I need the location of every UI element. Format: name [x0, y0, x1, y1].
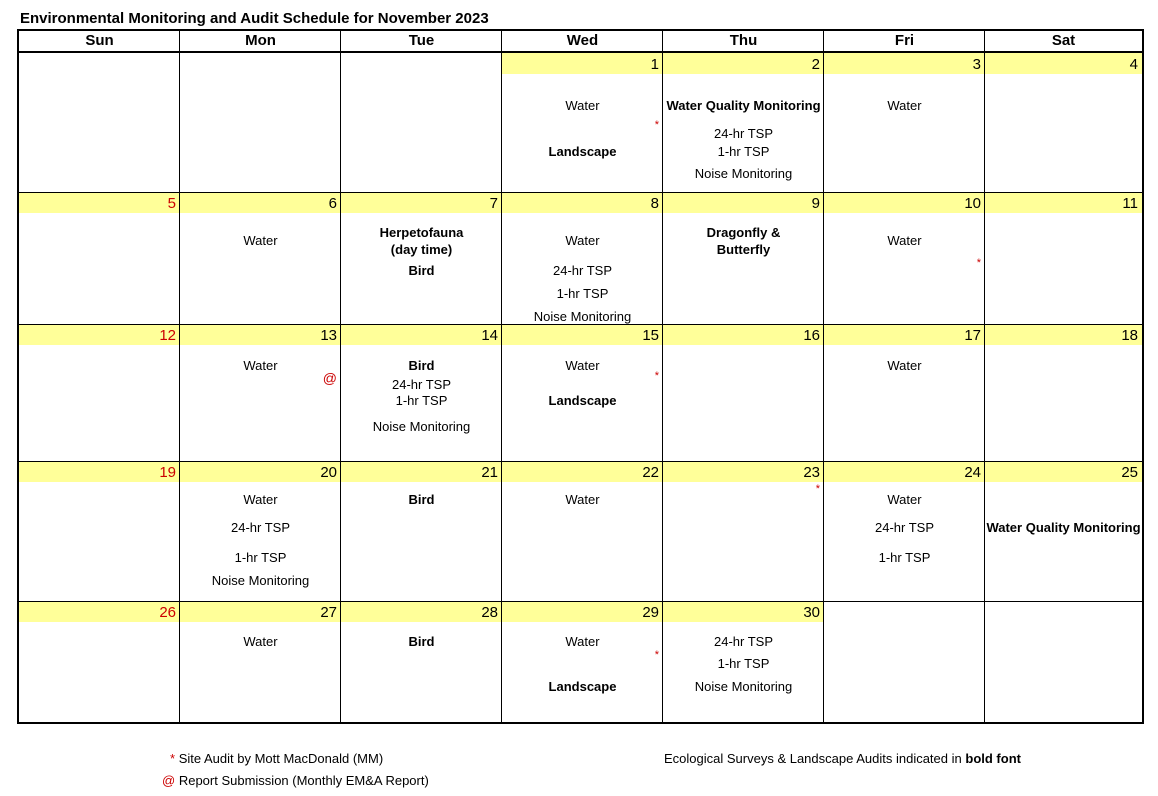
- day-number: 27: [180, 601, 341, 622]
- empty-day-cell: [824, 601, 985, 722]
- day-cell-19: [19, 461, 180, 601]
- day-cell-10: [824, 192, 985, 324]
- schedule-item: Noise Monitoring: [211, 573, 310, 588]
- day-number: 1: [502, 53, 663, 74]
- weekday-header-sun: Sun: [19, 31, 180, 53]
- day-cell-4: [985, 53, 1142, 192]
- day-cell-11: [985, 192, 1142, 324]
- day-number: 14: [341, 324, 502, 345]
- day-number: 22: [502, 461, 663, 482]
- schedule-item: 24-hr TSP: [713, 634, 773, 649]
- schedule-item: Water Quality Monitoring: [986, 520, 1141, 535]
- grid-column-line: [179, 31, 180, 722]
- day-cell-15: [502, 324, 663, 461]
- grid-row-line: [19, 601, 1142, 602]
- day-cell-6: [180, 192, 341, 324]
- site-audit-marker: *: [654, 119, 659, 131]
- schedule-item: Noise Monitoring: [694, 679, 793, 694]
- weekday-header-fri: Fri: [824, 31, 985, 53]
- weekday-header-tue: Tue: [341, 31, 502, 53]
- legend-star-symbol: *: [170, 751, 176, 766]
- grid-row-line: [19, 192, 1142, 193]
- schedule-item: Water: [565, 634, 600, 649]
- day-cell-3: [824, 53, 985, 192]
- calendar-grid: [17, 29, 1144, 724]
- day-cell-24: [824, 461, 985, 601]
- empty-day-cell: [19, 53, 180, 192]
- schedule-item: Herpetofauna: [379, 225, 464, 240]
- day-cell-8: [502, 192, 663, 324]
- day-number: 2: [663, 53, 824, 74]
- schedule-item: 1-hr TSP: [717, 144, 770, 159]
- day-number: 26: [19, 601, 180, 622]
- empty-day-cell: [180, 53, 341, 192]
- grid-column-line: [984, 31, 985, 722]
- report-submission-marker: @: [322, 370, 337, 386]
- day-cell-16: [663, 324, 824, 461]
- day-number: 13: [180, 324, 341, 345]
- day-number: 7: [341, 192, 502, 213]
- schedule-item: 24-hr TSP: [874, 520, 934, 535]
- schedule-item: Dragonfly &: [706, 225, 781, 240]
- schedule-item: 1-hr TSP: [717, 656, 770, 671]
- grid-column-line: [823, 31, 824, 722]
- schedule-item: 24-hr TSP: [713, 126, 773, 141]
- day-cell-29: [502, 601, 663, 722]
- legend-at-symbol: @: [162, 773, 176, 788]
- schedule-item: Water: [565, 358, 600, 373]
- day-number: 18: [985, 324, 1142, 345]
- schedule-item: 24-hr TSP: [230, 520, 290, 535]
- legend-note-prefix: Ecological Surveys & Landscape Audits indicated in: [664, 751, 962, 766]
- site-audit-marker: *: [654, 370, 659, 382]
- schedule-item: Water: [243, 634, 278, 649]
- day-cell-18: [985, 324, 1142, 461]
- day-cell-28: [341, 601, 502, 722]
- schedule-item: Noise Monitoring: [533, 309, 632, 324]
- weekday-header-mon: Mon: [180, 31, 341, 53]
- day-cell-21: [341, 461, 502, 601]
- day-number: 24: [824, 461, 985, 482]
- page-title: Environmental Monitoring and Audit Schedule for November 2023: [20, 10, 489, 27]
- grid-column-line: [501, 31, 502, 722]
- schedule-item: Noise Monitoring: [694, 166, 793, 181]
- day-number: 5: [19, 192, 180, 213]
- site-audit-marker: *: [976, 257, 981, 269]
- day-number: 9: [663, 192, 824, 213]
- day-number: 3: [824, 53, 985, 74]
- schedule-item: Water: [565, 492, 600, 507]
- day-number: 15: [502, 324, 663, 345]
- day-cell-14: [341, 324, 502, 461]
- schedule-item: Water: [887, 492, 922, 507]
- day-number: 8: [502, 192, 663, 213]
- day-cell-9: [663, 192, 824, 324]
- weekday-header-wed: Wed: [502, 31, 663, 53]
- day-cell-12: [19, 324, 180, 461]
- site-audit-marker: *: [654, 649, 659, 661]
- legend-site-audit: [170, 751, 383, 766]
- weekday-header-sat: Sat: [985, 31, 1142, 53]
- weekday-header-thu: Thu: [663, 31, 824, 53]
- grid-row-line: [19, 461, 1142, 462]
- schedule-item: Landscape: [548, 393, 617, 408]
- schedule-item: Bird: [408, 263, 435, 278]
- day-number: 16: [663, 324, 824, 345]
- day-number: 23: [663, 461, 824, 482]
- site-audit-marker: *: [815, 483, 820, 495]
- day-cell-2: [663, 53, 824, 192]
- day-number: 6: [180, 192, 341, 213]
- schedule-item: Butterfly: [716, 242, 771, 257]
- day-number: 19: [19, 461, 180, 482]
- grid-row-line: [19, 324, 1142, 325]
- schedule-item: Landscape: [548, 679, 617, 694]
- day-number: 25: [985, 461, 1142, 482]
- day-number: 12: [19, 324, 180, 345]
- day-number: 29: [502, 601, 663, 622]
- schedule-item: 1-hr TSP: [234, 550, 287, 565]
- schedule-item: (day time): [390, 242, 453, 257]
- empty-day-cell: [985, 601, 1142, 722]
- legend-report-submission: [162, 773, 429, 788]
- schedule-item: Bird: [408, 492, 435, 507]
- day-cell-27: [180, 601, 341, 722]
- schedule-item: 1-hr TSP: [556, 286, 609, 301]
- schedule-item: Water: [887, 98, 922, 113]
- schedule-item: 1-hr TSP: [395, 393, 448, 408]
- schedule-item: 24-hr TSP: [391, 377, 451, 392]
- grid-column-line: [340, 31, 341, 722]
- day-cell-30: [663, 601, 824, 722]
- day-number: 30: [663, 601, 824, 622]
- day-number: 28: [341, 601, 502, 622]
- schedule-item: Water Quality Monitoring: [666, 98, 821, 113]
- day-cell-20: [180, 461, 341, 601]
- legend-bold-note: [664, 751, 1021, 766]
- day-cell-7: [341, 192, 502, 324]
- day-number: 21: [341, 461, 502, 482]
- day-number: 4: [985, 53, 1142, 74]
- schedule-item: Noise Monitoring: [372, 419, 471, 434]
- schedule-item: Landscape: [548, 144, 617, 159]
- day-cell-17: [824, 324, 985, 461]
- schedule-item: Water: [243, 233, 278, 248]
- grid-column-line: [662, 31, 663, 722]
- legend-at-text: Report Submission (Monthly EM&A Report): [178, 773, 429, 788]
- day-cell-22: [502, 461, 663, 601]
- day-number: 11: [985, 192, 1142, 213]
- day-cell-13: [180, 324, 341, 461]
- schedule-item: Water: [565, 233, 600, 248]
- empty-day-cell: [341, 53, 502, 192]
- day-number: 10: [824, 192, 985, 213]
- day-cell-25: [985, 461, 1142, 601]
- day-cell-26: [19, 601, 180, 722]
- legend-note-bold: bold font: [965, 751, 1021, 766]
- schedule-item: Water: [565, 98, 600, 113]
- schedule-item: Bird: [408, 358, 435, 373]
- schedule-item: Water: [243, 358, 278, 373]
- day-number: 20: [180, 461, 341, 482]
- schedule-item: 1-hr TSP: [878, 550, 931, 565]
- day-number: 17: [824, 324, 985, 345]
- day-cell-23: [663, 461, 824, 601]
- schedule-item: Bird: [408, 634, 435, 649]
- schedule-item: 24-hr TSP: [552, 263, 612, 278]
- day-cell-1: [502, 53, 663, 192]
- legend-star-text: Site Audit by Mott MacDonald (MM): [178, 751, 384, 766]
- schedule-item: Water: [243, 492, 278, 507]
- day-cell-5: [19, 192, 180, 324]
- schedule-item: Water: [887, 358, 922, 373]
- schedule-item: Water: [887, 233, 922, 248]
